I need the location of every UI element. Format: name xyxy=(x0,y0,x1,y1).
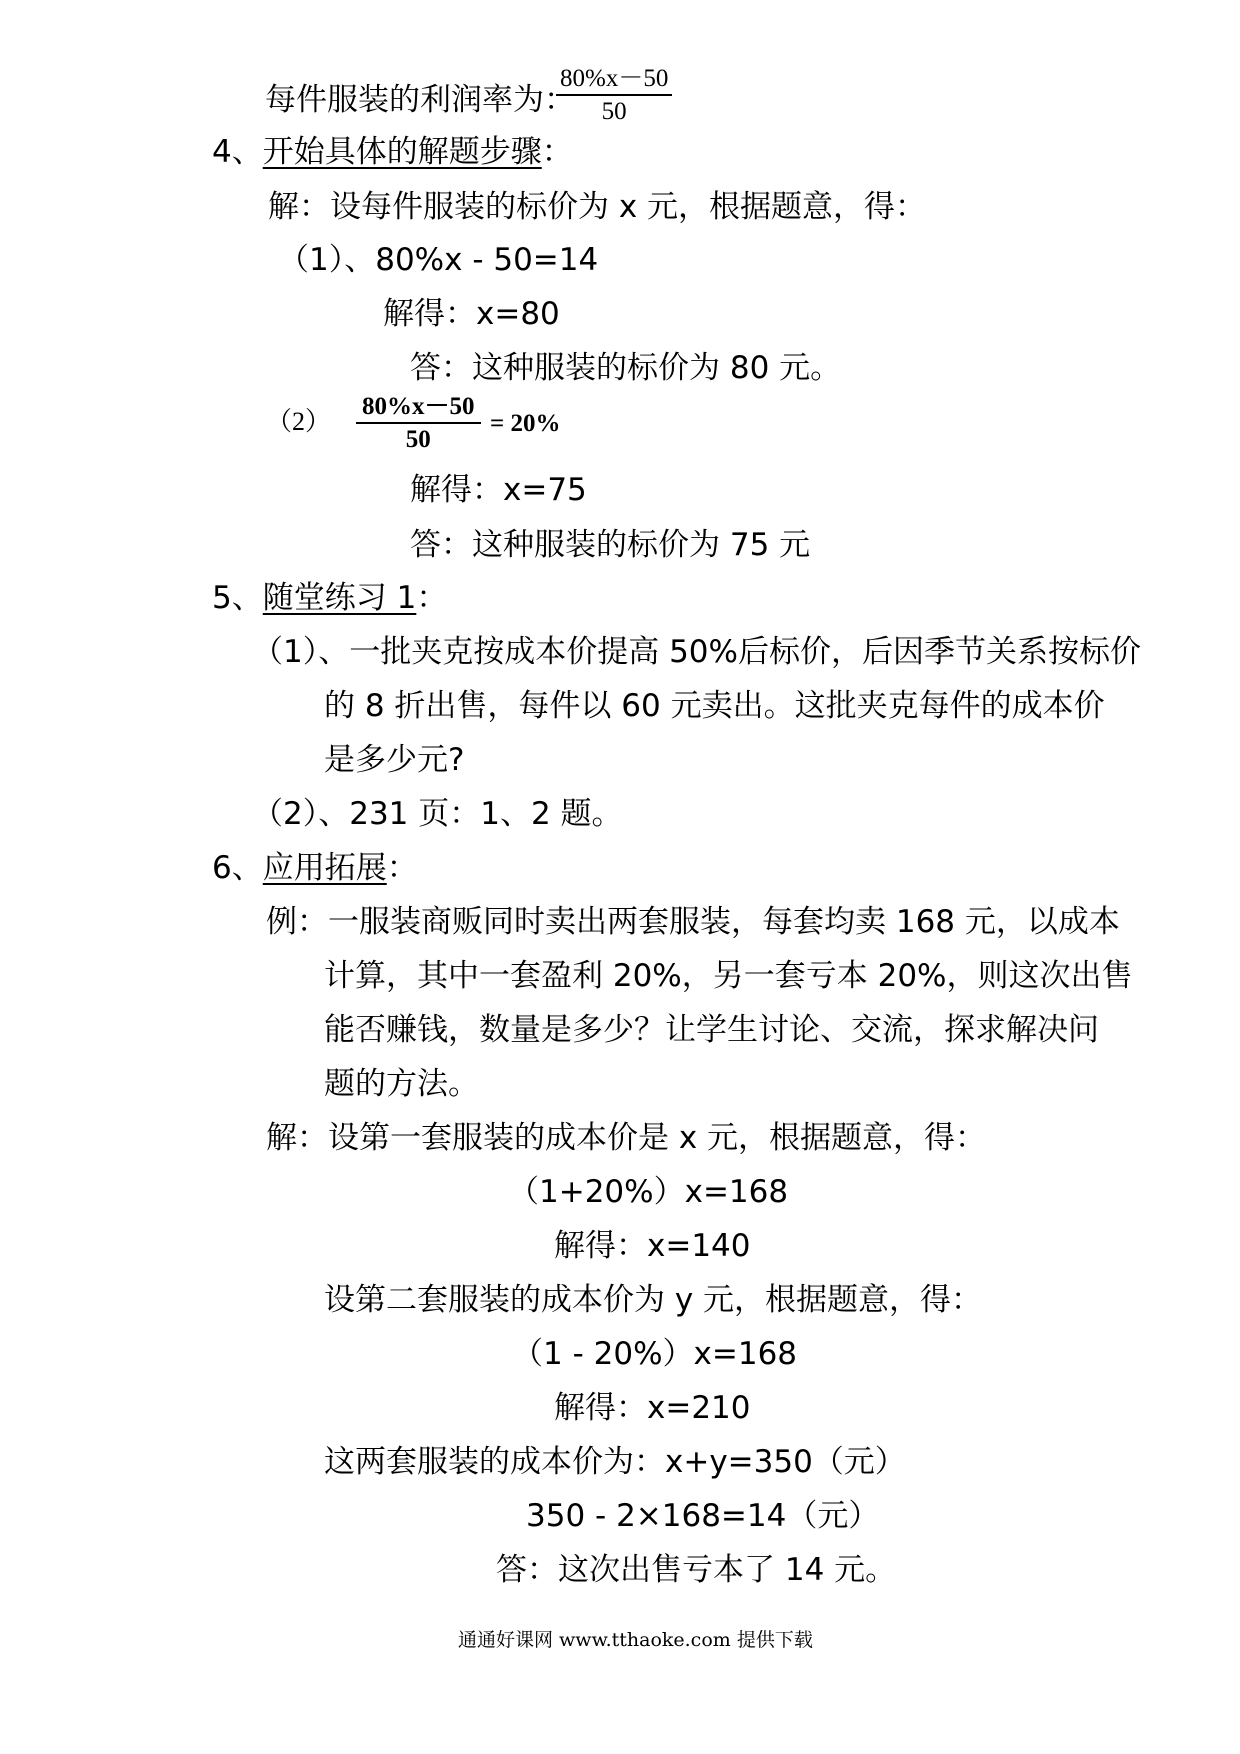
fraction-numerator: 80%x－50 xyxy=(356,392,481,424)
section-6-heading: 6、应用拓展： xyxy=(212,850,418,886)
equation-2: （1 - 20%）x=168 xyxy=(512,1336,798,1372)
part2-solution: 解得：x=75 xyxy=(410,472,587,508)
part2-label: （2） xyxy=(266,407,332,436)
difference: 350 - 2×168=14（元） xyxy=(526,1498,880,1534)
exercise-1-line1: （1）、一批夹克按成本价提高 50%后标价，后因季节关系按标价 xyxy=(252,634,1141,670)
fraction-numerator: 80%x－50 xyxy=(556,64,672,96)
exercise-1-line3: 是多少元? xyxy=(324,742,465,778)
section-5-heading: 5、随堂练习 1： xyxy=(212,580,448,616)
section-title: 开始具体的解题步骤 xyxy=(262,134,542,170)
fraction-denominator: 50 xyxy=(601,98,627,125)
solution-2: 解得：x=210 xyxy=(554,1390,751,1426)
part2-fraction xyxy=(356,392,481,456)
solution-intro: 解：设每件服装的标价为 x 元，根据题意，得： xyxy=(268,189,927,225)
equation-1: （1+20%）x=168 xyxy=(508,1174,789,1210)
part1-answer: 答：这种服装的标价为 80 元。 xyxy=(410,350,842,386)
exercise-2: （2）、231 页：1、2 题。 xyxy=(252,796,623,832)
section-number: 6、 xyxy=(212,850,263,886)
part1-solution: 解得：x=80 xyxy=(383,296,560,332)
section-title: 应用拓展 xyxy=(262,850,387,886)
example-line4: 题的方法。 xyxy=(324,1066,479,1102)
example-line2: 计算，其中一套盈利 20%，另一套亏本 20%，则这次出售 xyxy=(324,958,1133,994)
part2-rhs: = 20% xyxy=(490,410,561,437)
part1-equation: （1）、80%x - 50=14 xyxy=(278,242,599,278)
profit-rate-label: 每件服装的利润率为： xyxy=(265,82,575,118)
fraction-denominator: 50 xyxy=(405,426,431,453)
set-second-cost: 设第二套服装的成本价为 y 元，根据题意，得： xyxy=(324,1282,983,1318)
page-footer: 通通好课网 www.tthaoke.com 提供下载 xyxy=(458,1629,813,1651)
part2-answer: 答：这种服装的标价为 75 元 xyxy=(410,527,811,563)
section-number: 5、 xyxy=(212,580,263,616)
example-line1: 例：一服装商贩同时卖出两套服装，每套均卖 168 元，以成本 xyxy=(266,904,1120,940)
section-title: 随堂练习 1 xyxy=(262,580,417,616)
section-4-heading: 4、开始具体的解题步骤： xyxy=(212,134,573,170)
solution-intro-2: 解：设第一套服装的成本价是 x 元，根据题意，得： xyxy=(266,1120,987,1156)
example-line3: 能否赚钱，数量是多少？让学生讨论、交流，探求解决问 xyxy=(324,1012,1099,1048)
total-cost: 这两套服装的成本价为：x+y=350（元） xyxy=(324,1444,906,1480)
final-answer: 答：这次出售亏本了 14 元。 xyxy=(496,1552,897,1588)
profit-rate-fraction xyxy=(556,64,672,128)
exercise-1-line2: 的 8 折出售，每件以 60 元卖出。这批夹克每件的成本价 xyxy=(324,688,1105,724)
section-number: 4、 xyxy=(212,134,263,170)
solution-1: 解得：x=140 xyxy=(554,1228,751,1264)
